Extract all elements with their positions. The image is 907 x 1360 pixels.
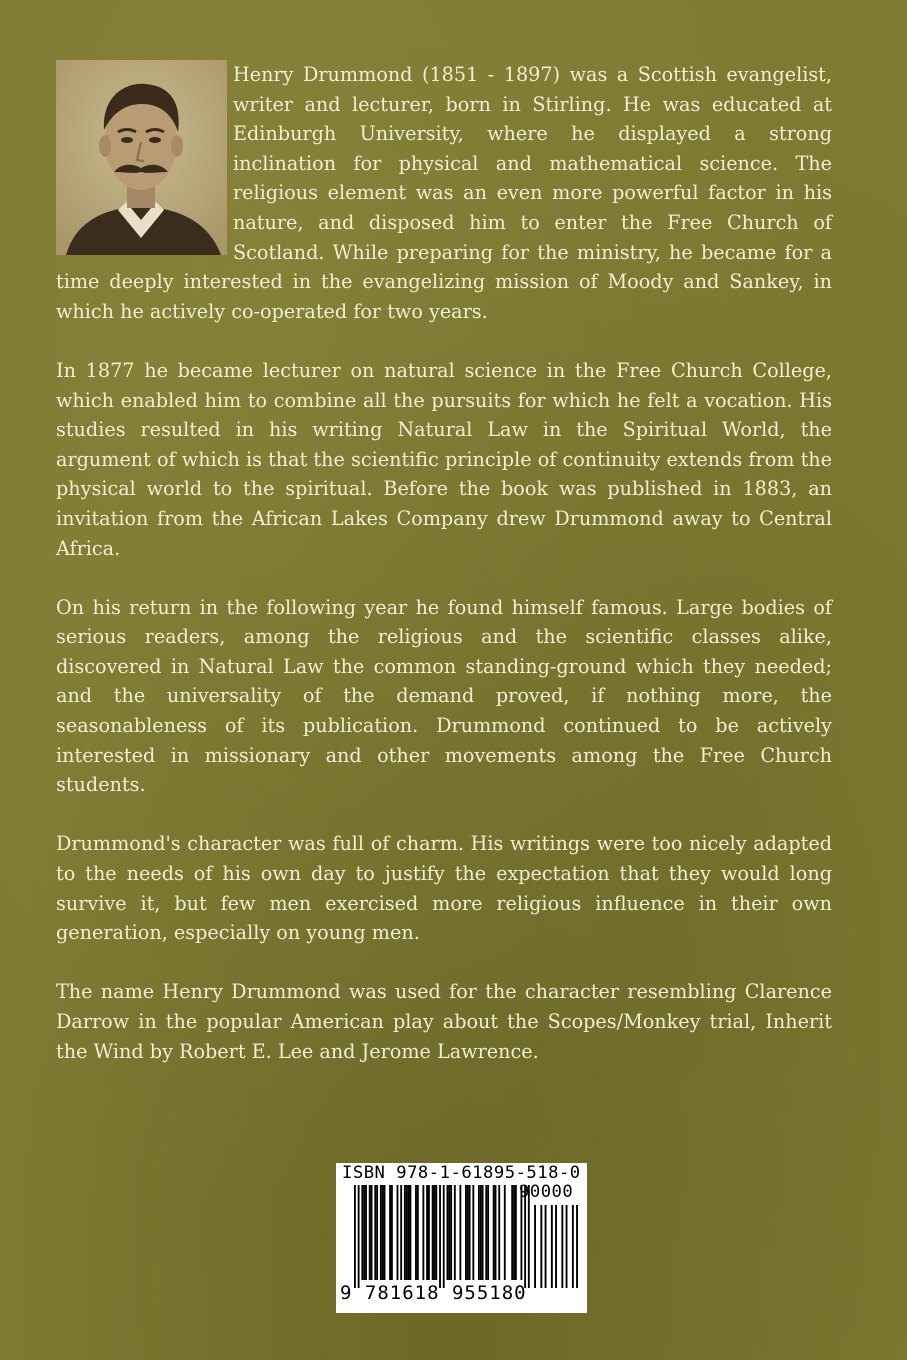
price-barcode-bar [540,1205,542,1288]
author-portrait [56,60,227,255]
barcode-bar [369,1185,371,1280]
price-barcode-bar [545,1205,547,1288]
barcode-bar [487,1185,489,1280]
barcode-bar [480,1185,482,1280]
barcode-bar [432,1185,434,1280]
ean-digits: 9 781618 955180 [340,1282,527,1304]
barcode-bar [363,1185,365,1280]
barcode-bar [513,1185,515,1280]
barcode-bar [358,1185,360,1288]
price-barcode-bar [561,1205,563,1288]
bio-paragraph-3: On his return in the following year he found himself famous. Large bodies of serious readers, among the religious and the scientific classes alike, discovered in Natural Law the common standing-ground which they needed; and the universality of the demand proved, if nothing more, the seasonableness of its publication. Drummond continued to be actively interested in missionary and other movements among the Free Church students. [56,595,832,797]
barcode-bar [434,1185,436,1280]
barcode-bar [374,1185,376,1280]
price-barcode-bar [551,1205,553,1288]
barcode-bar [426,1185,428,1280]
barcode-bar [380,1185,382,1280]
barcode-bar [417,1185,419,1280]
barcode-bar [410,1185,412,1280]
bio-paragraph-5: The name Henry Drummond was used for the character resembling Clarence Darrow in the popular American play about the Scopes/Monkey trial, Inherit the Wind by Robert E. Lee and Jerome Lawrence. [56,980,832,1063]
barcode-bar [495,1185,497,1280]
barcode-bar [435,1185,437,1280]
barcode-bar [397,1185,399,1280]
barcode-bar [450,1185,452,1280]
barcode-bar [404,1185,406,1280]
back-cover-text [56,60,832,1096]
barcode-bar [478,1185,480,1280]
price-barcode-bar [572,1205,574,1288]
bio-paragraph-1: Henry Drummond (1851 - 1897) was a Scottish evangelist, writer and lecturer, born in Stirling. He was educated at Edinburgh University, where he displayed a strong inclination for physical and mathematical science. The religious element was an even more powerful factor in his nature, and disposed him to enter the Free Church of Scotland. While preparing for the ministry, he became for a time deeply interested in the evangelizing mission of Moody and Sankey, in which he actively co-operated for two years. [56,63,832,323]
bio-paragraph-2: In 1877 he became lecturer on natural science in the Free Church College, which enabled him to combine all the pursuits for which he felt a vocation. His studies resulted in his writing Natural Law in the Spiritual World, the argument of which is that the scientific principle of continuity extends from the physical world to the spiritual. Before the book was published in 1883, an invitation from the African Lakes Company drew Drummond away to Central Africa. [56,358,832,560]
barcode-bar [365,1185,367,1280]
barcode-bar [472,1185,474,1280]
barcode-bar [465,1185,467,1280]
barcode-bar [493,1185,495,1280]
barcode-bar [439,1185,441,1288]
barcode-bar [382,1185,384,1280]
barcode-bar [498,1185,500,1280]
isbn-barcode [336,1163,587,1313]
barcode-bar [511,1185,513,1280]
barcode-bar [467,1185,469,1280]
barcode-bar [406,1185,408,1280]
barcode-bar [443,1185,445,1288]
barcode-bar [454,1185,456,1280]
price-barcode-bar [555,1205,557,1288]
barcode-bar [459,1185,461,1280]
price-barcode-bar [534,1205,536,1288]
price-barcode-bar [566,1205,568,1288]
barcode-bar [408,1185,410,1280]
barcode-bar [376,1185,378,1280]
barcode-bar [504,1185,506,1280]
barcode-bar [485,1185,487,1280]
barcode-bar [361,1185,363,1280]
barcode-bar [415,1185,417,1280]
barcode-bar [428,1185,430,1280]
price-barcode-bar [576,1205,578,1288]
price-code: 90000 [519,1182,574,1202]
barcode-bar [422,1185,424,1280]
isbn-label: ISBN 978-1-61895-518-0 [342,1163,581,1183]
bio-paragraph-4: Drummond's character was full of charm. His writings were too nicely adapted to the needs of his own day to justify the expectation that they would long survive it, but few men exercised more religious influence in their own generation, especially on young men. [56,832,832,945]
barcode-bar [482,1185,484,1280]
barcode-bar [389,1185,391,1280]
barcode-bar [448,1185,450,1280]
barcode-bar [447,1185,449,1280]
barcode-bar [469,1185,471,1280]
barcode-bar [354,1185,356,1288]
barcode-bar [384,1185,386,1280]
barcode-bar [515,1185,517,1280]
barcode-bar [391,1185,393,1280]
barcode-bar [400,1185,402,1280]
barcode-bar [371,1185,373,1280]
